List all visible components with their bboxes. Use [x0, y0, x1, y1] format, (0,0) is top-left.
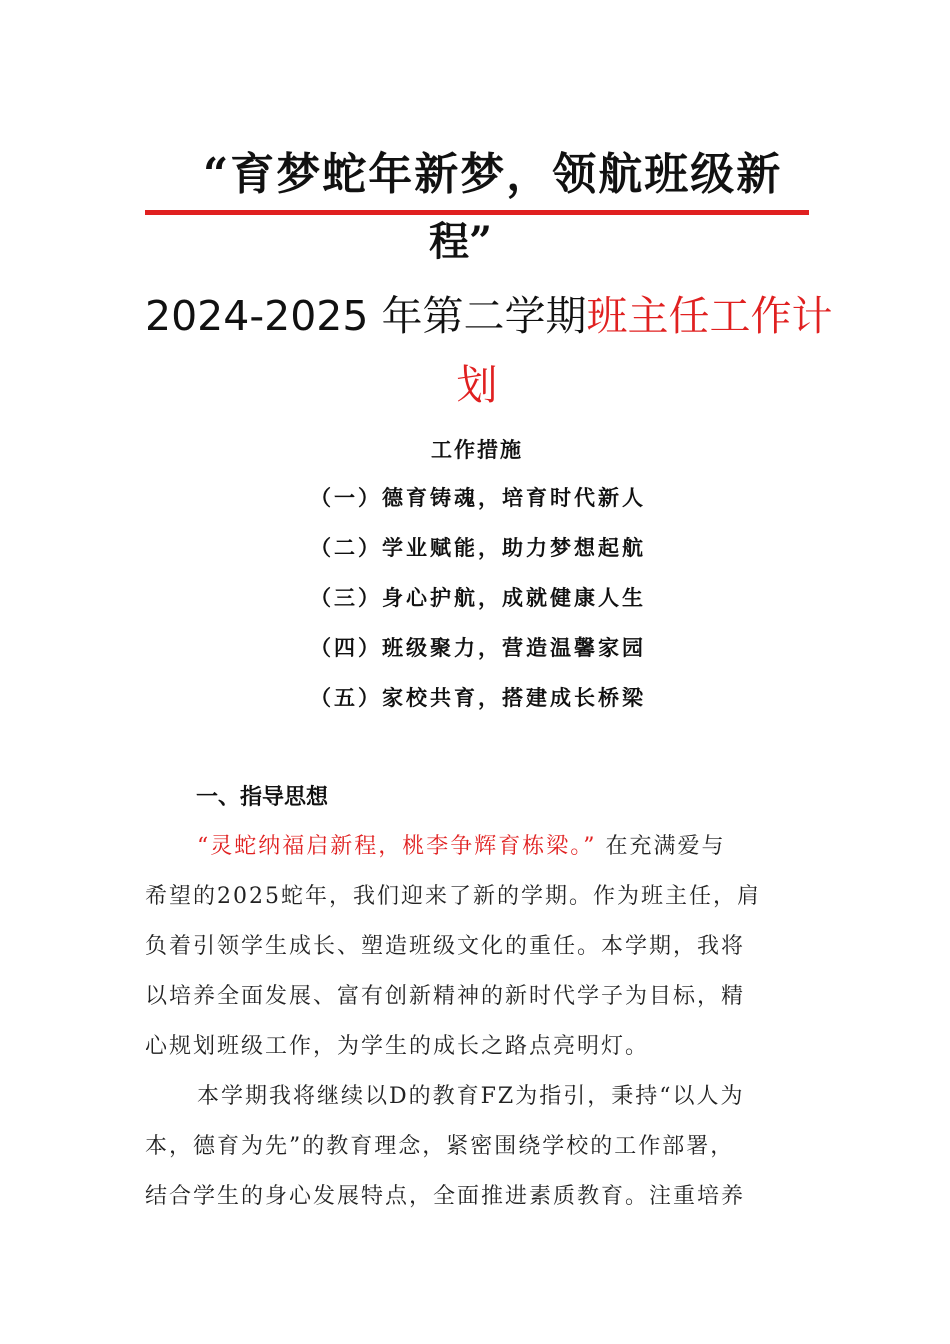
paragraph-line: 负着引领学生成长、塑造班级文化的重任。本学期，我将	[145, 934, 746, 959]
paragraph-line: 以培养全面发展、富有创新精神的新时代学子为目标，精	[145, 984, 746, 1009]
paragraph-text: 在充满爱与	[605, 834, 726, 859]
measure-item: （五）家校共育，搭建成长桥梁	[310, 685, 646, 710]
measure-item: （一）德育铸魂，培育时代新人	[310, 485, 646, 510]
paragraph-line: 希望的2025蛇年，我们迎来了新的学期。作为班主任，肩	[145, 884, 761, 909]
paragraph-line: 结合学生的身心发展特点，全面推进素质教育。注重培养	[145, 1184, 746, 1209]
measures-list	[310, 480, 646, 730]
measure-item: （三）身心护航，成就健康人生	[310, 585, 646, 610]
title-line-2: 程”	[429, 218, 493, 265]
document-subtitle	[145, 286, 833, 346]
title-line-1: “育梦蛇年新梦，领航班级新	[203, 149, 783, 200]
subtitle-highlight: 班主任工作计	[586, 292, 833, 340]
paragraph-1	[145, 822, 809, 1072]
measure-item: （二）学业赋能，助力梦想起航	[310, 535, 646, 560]
subtitle-term: 2024-2025 年第二学期	[145, 292, 587, 340]
paragraph-2	[145, 1072, 809, 1222]
paragraph-line: 本学期我将继续以D的教育FZ为指引，秉持“以人为	[197, 1084, 745, 1109]
paragraph-line: 本，德育为先”的教育理念，紧密围绕学校的工作部署，	[145, 1134, 735, 1159]
red-quote: “灵蛇纳福启新程，桃李争辉育栋梁。”	[197, 834, 597, 859]
paragraph-line: 心规划班级工作，为学生的成长之路点亮明灯。	[145, 1034, 650, 1059]
measures-heading: 工作措施	[431, 437, 523, 462]
paragraph-line	[145, 822, 809, 872]
section-heading: 一、指导思想	[196, 785, 329, 810]
subtitle-highlight-continued: 划	[456, 361, 498, 409]
measure-item: （四）班级聚力，营造温馨家园	[310, 635, 646, 660]
